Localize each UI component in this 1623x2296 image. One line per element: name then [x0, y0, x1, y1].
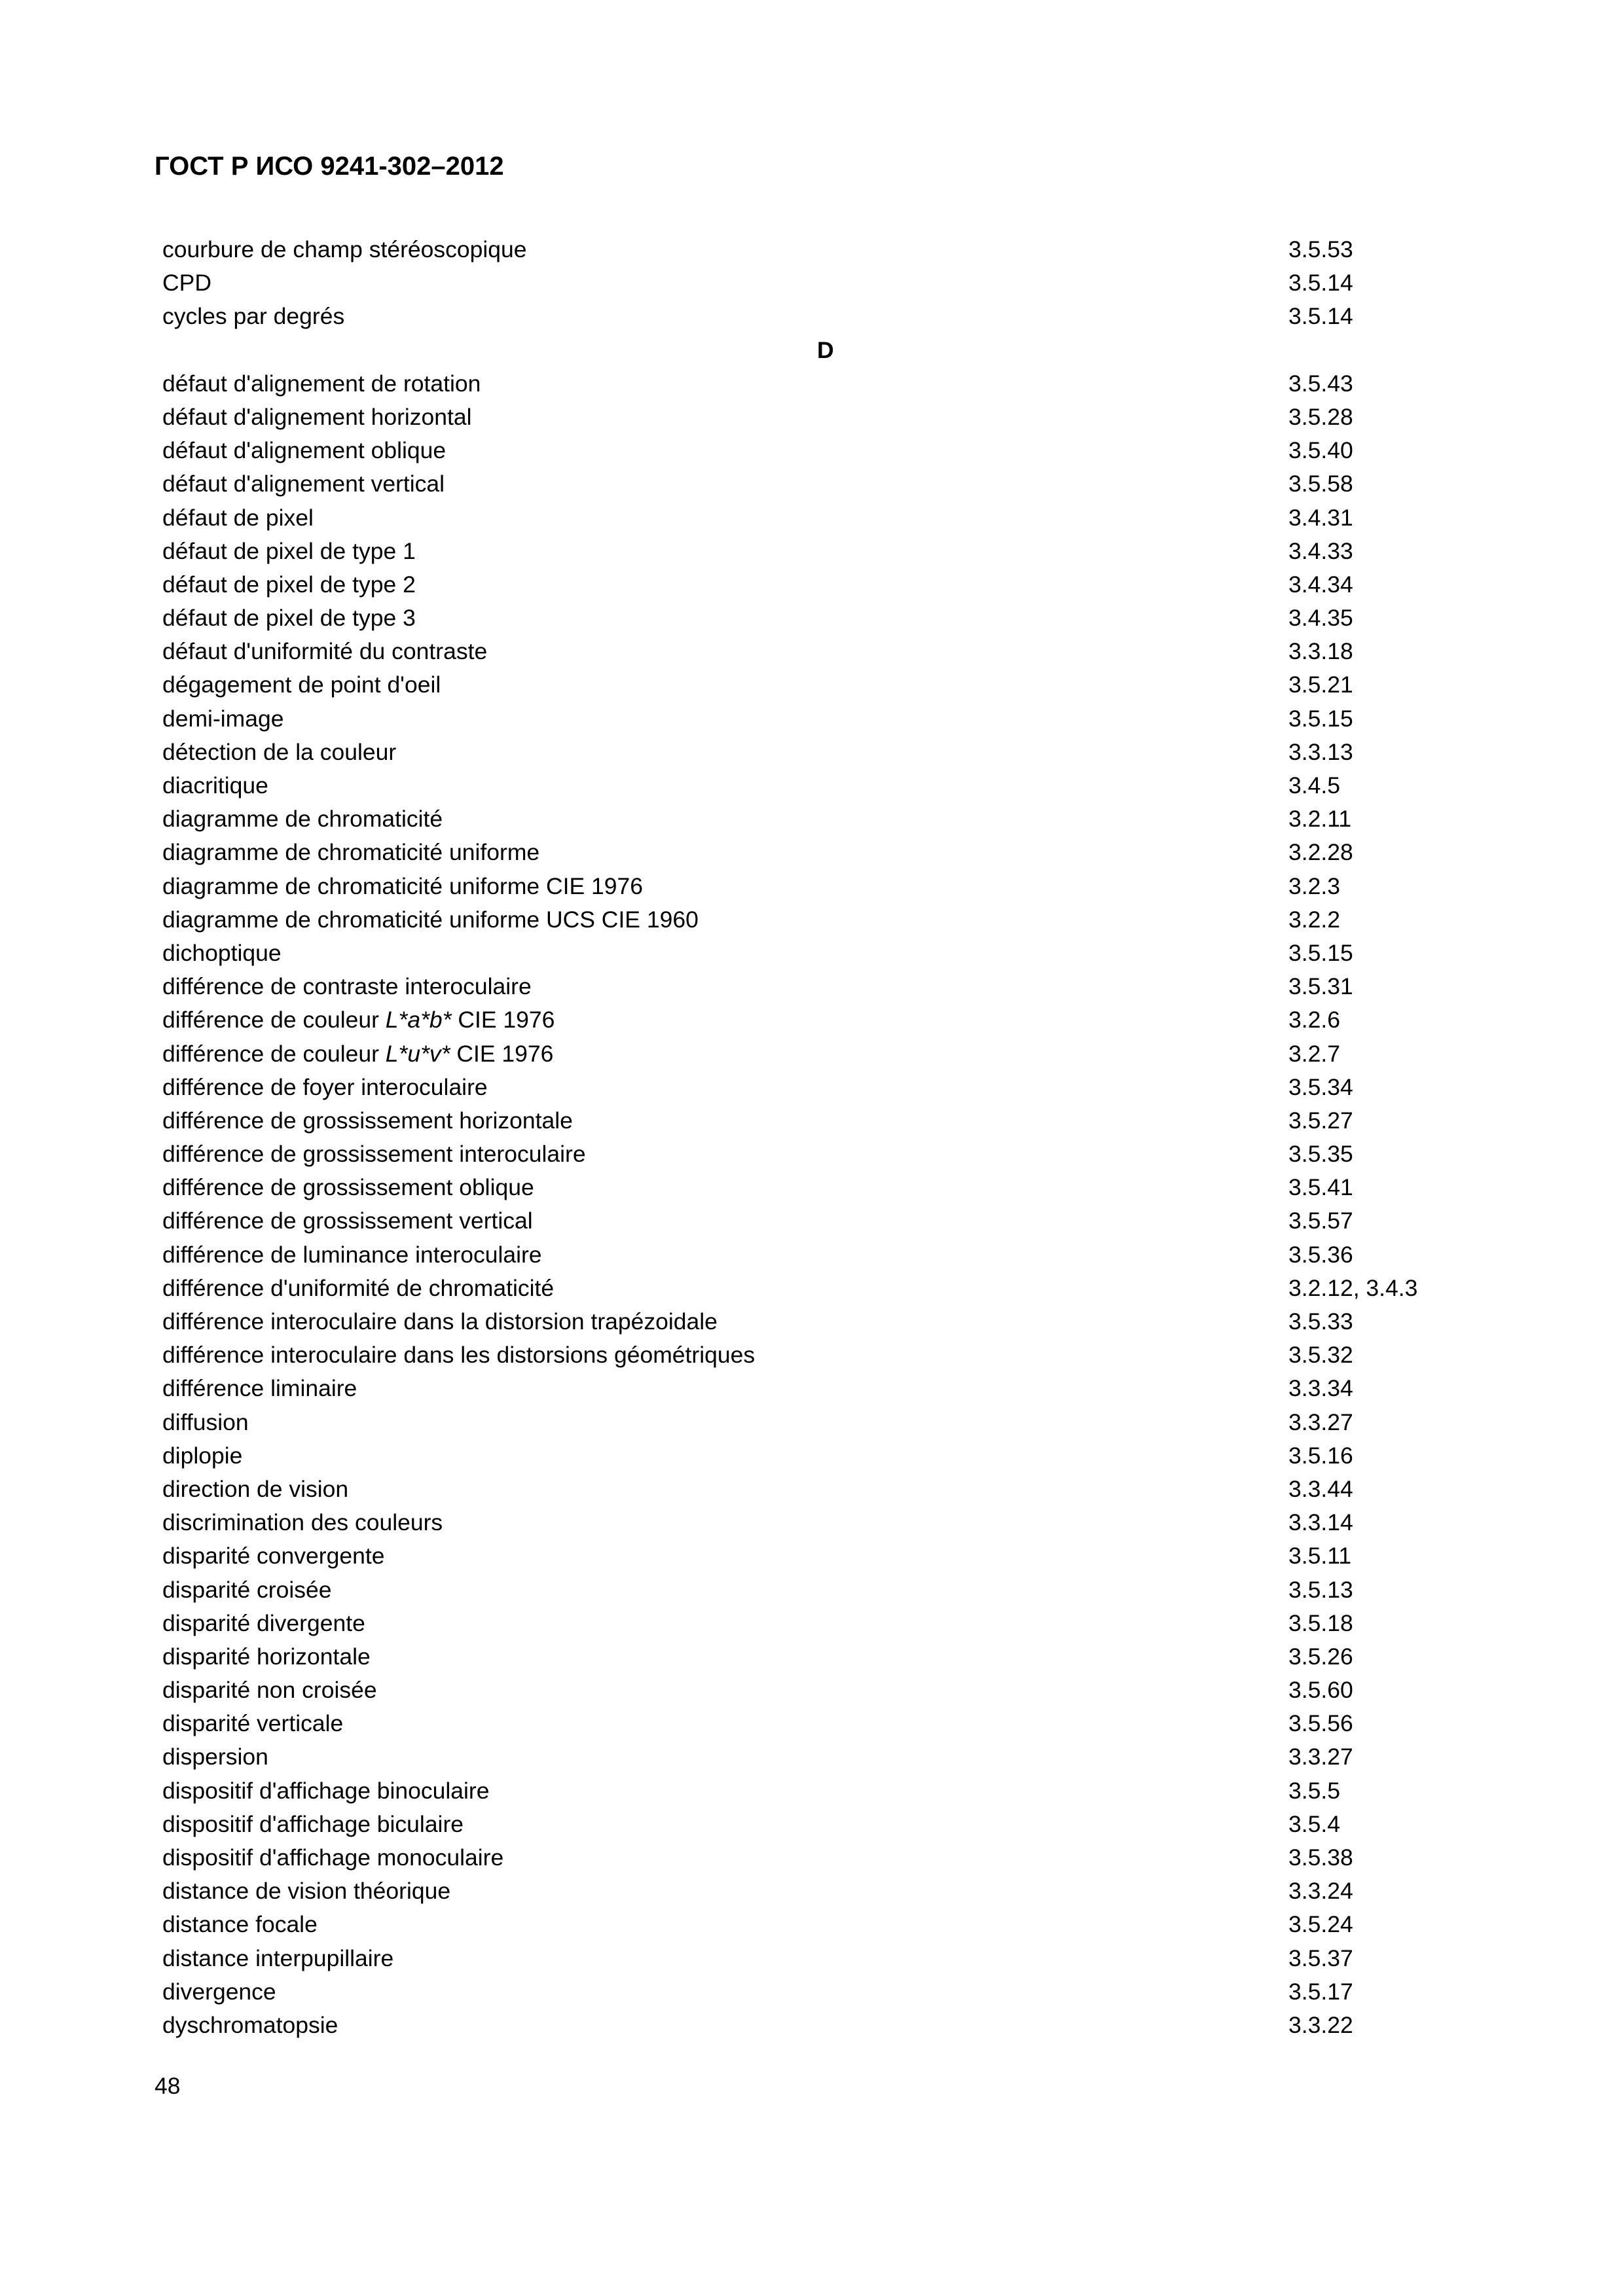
- index-entry-clause-reference: 3.5.43: [1288, 370, 1353, 397]
- index-entry: [162, 1003, 1485, 1037]
- index-entry-term-suffix: CIE 1976: [450, 1040, 554, 1067]
- index-entry-term: différence d'uniformité de chromaticité: [162, 1274, 555, 1301]
- index-entry: [162, 300, 1485, 333]
- index-entry-term: dispersion: [162, 1744, 268, 1770]
- index-entry: [162, 1975, 1485, 2009]
- index-entry-term: dispositif d'affichage binoculaire: [162, 1777, 490, 1804]
- index-entry-term-prefix: différence de couleur: [162, 1040, 386, 1067]
- index-entry: [162, 1272, 1485, 1305]
- index-entry-clause-reference: 3.5.31: [1288, 973, 1353, 1000]
- index-entry-clause-reference: 3.2.6: [1288, 1007, 1340, 1033]
- index-entry: [162, 1674, 1485, 1707]
- index-entry-term: défaut de pixel de type 1: [162, 537, 416, 564]
- index-entry-term: défaut de pixel de type 2: [162, 571, 416, 598]
- index-entry-clause-reference: 3.5.27: [1288, 1107, 1353, 1134]
- index-entry-term: dispositif d'affichage biculaire: [162, 1810, 464, 1837]
- index-entry: [162, 401, 1485, 434]
- index-entry: [162, 266, 1485, 300]
- index-entry-clause-reference: 3.2.11: [1288, 806, 1352, 833]
- index-entry: [162, 1607, 1485, 1640]
- index-entry-clause-reference: 3.5.28: [1288, 403, 1353, 430]
- index-entry-clause-reference: 3.3.27: [1288, 1408, 1353, 1435]
- index-entry-term: disparité verticale: [162, 1710, 344, 1737]
- index-entry-clause-reference: 3.5.33: [1288, 1308, 1353, 1335]
- index-entry-clause-reference: 3.5.14: [1288, 270, 1353, 296]
- index-entry: [162, 1204, 1485, 1238]
- index-entry-clause-reference: 3.5.53: [1288, 236, 1353, 262]
- index-entry: [162, 1305, 1485, 1338]
- index-entry-clause-reference: 3.4.35: [1288, 605, 1353, 632]
- index-entry-clause-reference: 3.5.15: [1288, 939, 1353, 966]
- index-entry: [162, 1740, 1485, 1774]
- index-entry-clause-reference: 3.5.56: [1288, 1710, 1353, 1737]
- index-entry-term: dispositif d'affichage monoculaire: [162, 1844, 504, 1871]
- index-entry-clause-reference: 3.3.18: [1288, 638, 1353, 665]
- index-entry: [162, 1037, 1485, 1071]
- index-entry-term: divergence: [162, 1978, 276, 2005]
- index-entry-term: [162, 1003, 555, 1037]
- index-entry-term: différence liminaire: [162, 1375, 357, 1402]
- index-entry-term: défaut d'alignement de rotation: [162, 370, 481, 397]
- index-entry-clause-reference: 3.5.11: [1288, 1543, 1352, 1570]
- index-entry-term: demi-image: [162, 705, 284, 732]
- index-entry-term: défaut d'uniformité du contraste: [162, 638, 488, 665]
- index-entry: [162, 1640, 1485, 1674]
- index-entry-term: disparité convergente: [162, 1543, 385, 1570]
- index-entry-clause-reference: 3.5.4: [1288, 1810, 1340, 1837]
- index-entry-clause-reference: 3.4.5: [1288, 772, 1340, 798]
- index-entry: [162, 635, 1485, 668]
- index-entry-term: diffusion: [162, 1408, 249, 1435]
- index-entry: [162, 1874, 1485, 1908]
- index-entry: [162, 1707, 1485, 1740]
- index-entry-clause-reference: 3.5.26: [1288, 1643, 1353, 1670]
- index-entry-clause-reference: 3.5.16: [1288, 1442, 1353, 1469]
- index-entry-term: diacritique: [162, 772, 268, 798]
- index-entry-term: dichoptique: [162, 939, 282, 966]
- index-entry-term: CPD: [162, 270, 211, 296]
- index-entry-term: diagramme de chromaticité uniforme CIE 1976: [162, 872, 644, 899]
- index-entry-term: distance focale: [162, 1911, 318, 1938]
- index-entry: [162, 1506, 1485, 1539]
- index-entry-term-italic: L*u*v*: [385, 1040, 450, 1067]
- index-entry-term: dyschromatopsie: [162, 2011, 338, 2038]
- index-entry-clause-reference: 3.5.21: [1288, 672, 1353, 698]
- index-entry: [162, 702, 1485, 736]
- index-entry-clause-reference: 3.2.3: [1288, 872, 1340, 899]
- index-entry-clause-reference: 3.3.14: [1288, 1509, 1353, 1536]
- index-entry: [162, 1071, 1485, 1104]
- index-entry: [162, 1908, 1485, 1941]
- index-entry-term: distance de vision théorique: [162, 1878, 451, 1905]
- index-entry-clause-reference: 3.3.24: [1288, 1878, 1353, 1905]
- index-entry-term: cycles par degrés: [162, 303, 345, 330]
- index-entry: [162, 467, 1485, 501]
- index-entry-term: diagramme de chromaticité uniforme UCS CIE 1960: [162, 906, 699, 933]
- index-entry: [162, 1539, 1485, 1573]
- index-entry-term: diagramme de chromaticité uniforme: [162, 839, 540, 866]
- index-entry-term: différence interoculaire dans la distorsion trapézoidale: [162, 1308, 718, 1335]
- index-entry-term: défaut de pixel: [162, 504, 314, 531]
- index-entry-clause-reference: 3.5.32: [1288, 1342, 1353, 1369]
- index-entry: [162, 903, 1485, 937]
- page-number: 48: [155, 2073, 181, 2099]
- alphabetical-index-list: [162, 233, 1485, 2042]
- index-entry-clause-reference: 3.3.22: [1288, 2011, 1353, 2038]
- index-entry: [162, 668, 1485, 702]
- index-entry: [162, 601, 1485, 635]
- index-entry: [162, 1406, 1485, 1439]
- index-entry-term: différence interoculaire dans les distorsions géométriques: [162, 1342, 756, 1369]
- index-entry-term: défaut d'alignement oblique: [162, 437, 447, 464]
- index-entry-clause-reference: 3.5.40: [1288, 437, 1353, 464]
- index-entry: [162, 870, 1485, 903]
- index-entry-clause-reference: 3.5.58: [1288, 471, 1353, 497]
- index-entry: [162, 535, 1485, 568]
- index-entry-term: défaut de pixel de type 3: [162, 605, 416, 632]
- index-entry: [162, 367, 1485, 401]
- index-entry-clause-reference: 3.5.18: [1288, 1609, 1353, 1636]
- index-entry: [162, 736, 1485, 769]
- index-entry-term: différence de grossissement vertical: [162, 1208, 533, 1234]
- index-entry-term: différence de luminance interoculaire: [162, 1241, 542, 1268]
- index-entry-term: courbure de champ stéréoscopique: [162, 236, 527, 262]
- index-entry: [162, 2009, 1485, 2042]
- index-entry: [162, 1238, 1485, 1272]
- index-entry-term: distance interpupillaire: [162, 1945, 394, 1971]
- index-entry: [162, 1439, 1485, 1473]
- index-entry-clause-reference: 3.2.7: [1288, 1040, 1340, 1067]
- index-entry: [162, 1573, 1485, 1607]
- index-entry-term: détection de la couleur: [162, 738, 397, 765]
- index-entry-term-suffix: CIE 1976: [451, 1007, 555, 1033]
- index-entry-clause-reference: 3.5.41: [1288, 1174, 1353, 1201]
- index-entry-clause-reference: 3.2.28: [1288, 839, 1353, 866]
- index-entry-clause-reference: 3.4.33: [1288, 537, 1353, 564]
- index-entry-clause-reference: 3.5.35: [1288, 1141, 1353, 1168]
- index-entry: [162, 501, 1485, 535]
- index-entry: [162, 434, 1485, 467]
- index-entry-clause-reference: 3.5.13: [1288, 1576, 1353, 1603]
- index-entry-clause-reference: 3.5.5: [1288, 1777, 1340, 1804]
- index-entry-term: dégagement de point d'oeil: [162, 672, 441, 698]
- index-entry: [162, 769, 1485, 802]
- index-entry-term: direction de vision: [162, 1475, 349, 1502]
- index-entry-term: différence de contraste interoculaire: [162, 973, 532, 1000]
- index-entry-term: disparité horizontale: [162, 1643, 371, 1670]
- index-entry: [162, 1808, 1485, 1841]
- document-header-title: ГОСТ Р ИСО 9241-302–2012: [155, 152, 504, 181]
- index-entry-clause-reference: 3.2.12, 3.4.3: [1288, 1274, 1418, 1301]
- index-entry: [162, 1942, 1485, 1975]
- index-entry: [162, 836, 1485, 869]
- index-entry-clause-reference: 3.5.38: [1288, 1844, 1353, 1871]
- index-entry: [162, 1104, 1485, 1138]
- index-entry: [162, 1338, 1485, 1372]
- index-entry-term: disparité divergente: [162, 1609, 365, 1636]
- index-entry-term: disparité non croisée: [162, 1677, 377, 1704]
- index-entry-clause-reference: 3.5.57: [1288, 1208, 1353, 1234]
- index-entry-term: [162, 1037, 553, 1071]
- index-entry-term: défaut d'alignement vertical: [162, 471, 445, 497]
- index-entry-clause-reference: 3.5.34: [1288, 1073, 1353, 1100]
- index-entry-term-prefix: différence de couleur: [162, 1007, 386, 1033]
- index-entry: [162, 1138, 1485, 1171]
- index-entry-term: différence de grossissement interoculaire: [162, 1141, 586, 1168]
- index-entry-clause-reference: 3.3.27: [1288, 1744, 1353, 1770]
- index-entry: [162, 1841, 1485, 1874]
- index-section-letter-row: [162, 334, 1485, 367]
- index-entry-clause-reference: 3.4.31: [1288, 504, 1353, 531]
- index-entry-clause-reference: 3.5.15: [1288, 705, 1353, 732]
- index-entry-term: différence de grossissement horizontale: [162, 1107, 573, 1134]
- index-entry-clause-reference: 3.5.24: [1288, 1911, 1353, 1938]
- index-entry: [162, 1171, 1485, 1204]
- index-entry-clause-reference: 3.3.34: [1288, 1375, 1353, 1402]
- index-entry-clause-reference: 3.2.2: [1288, 906, 1340, 933]
- index-entry-term: disparité croisée: [162, 1576, 332, 1603]
- index-section-letter: D: [817, 336, 834, 363]
- index-entry-term: défaut d'alignement horizontal: [162, 403, 472, 430]
- index-entry-clause-reference: 3.3.44: [1288, 1475, 1353, 1502]
- index-entry-term-italic: L*a*b*: [385, 1007, 452, 1033]
- index-entry: [162, 802, 1485, 836]
- index-entry: [162, 233, 1485, 266]
- index-entry-term: différence de grossissement oblique: [162, 1174, 534, 1201]
- index-entry-term: diplopie: [162, 1442, 243, 1469]
- index-entry-clause-reference: 3.5.17: [1288, 1978, 1353, 2005]
- index-entry: [162, 937, 1485, 970]
- index-entry-clause-reference: 3.3.13: [1288, 738, 1353, 765]
- index-entry-term: diagramme de chromaticité: [162, 806, 443, 833]
- index-entry-clause-reference: 3.5.36: [1288, 1241, 1353, 1268]
- index-entry-term: différence de foyer interoculaire: [162, 1073, 488, 1100]
- index-entry-clause-reference: 3.4.34: [1288, 571, 1353, 598]
- index-entry: [162, 1774, 1485, 1808]
- index-entry-term: discrimination des couleurs: [162, 1509, 443, 1536]
- index-entry-clause-reference: 3.5.60: [1288, 1677, 1353, 1704]
- index-entry: [162, 1372, 1485, 1405]
- index-entry-clause-reference: 3.5.14: [1288, 303, 1353, 330]
- index-entry: [162, 970, 1485, 1003]
- index-entry: [162, 568, 1485, 601]
- index-entry-clause-reference: 3.5.37: [1288, 1945, 1353, 1971]
- index-entry: [162, 1473, 1485, 1506]
